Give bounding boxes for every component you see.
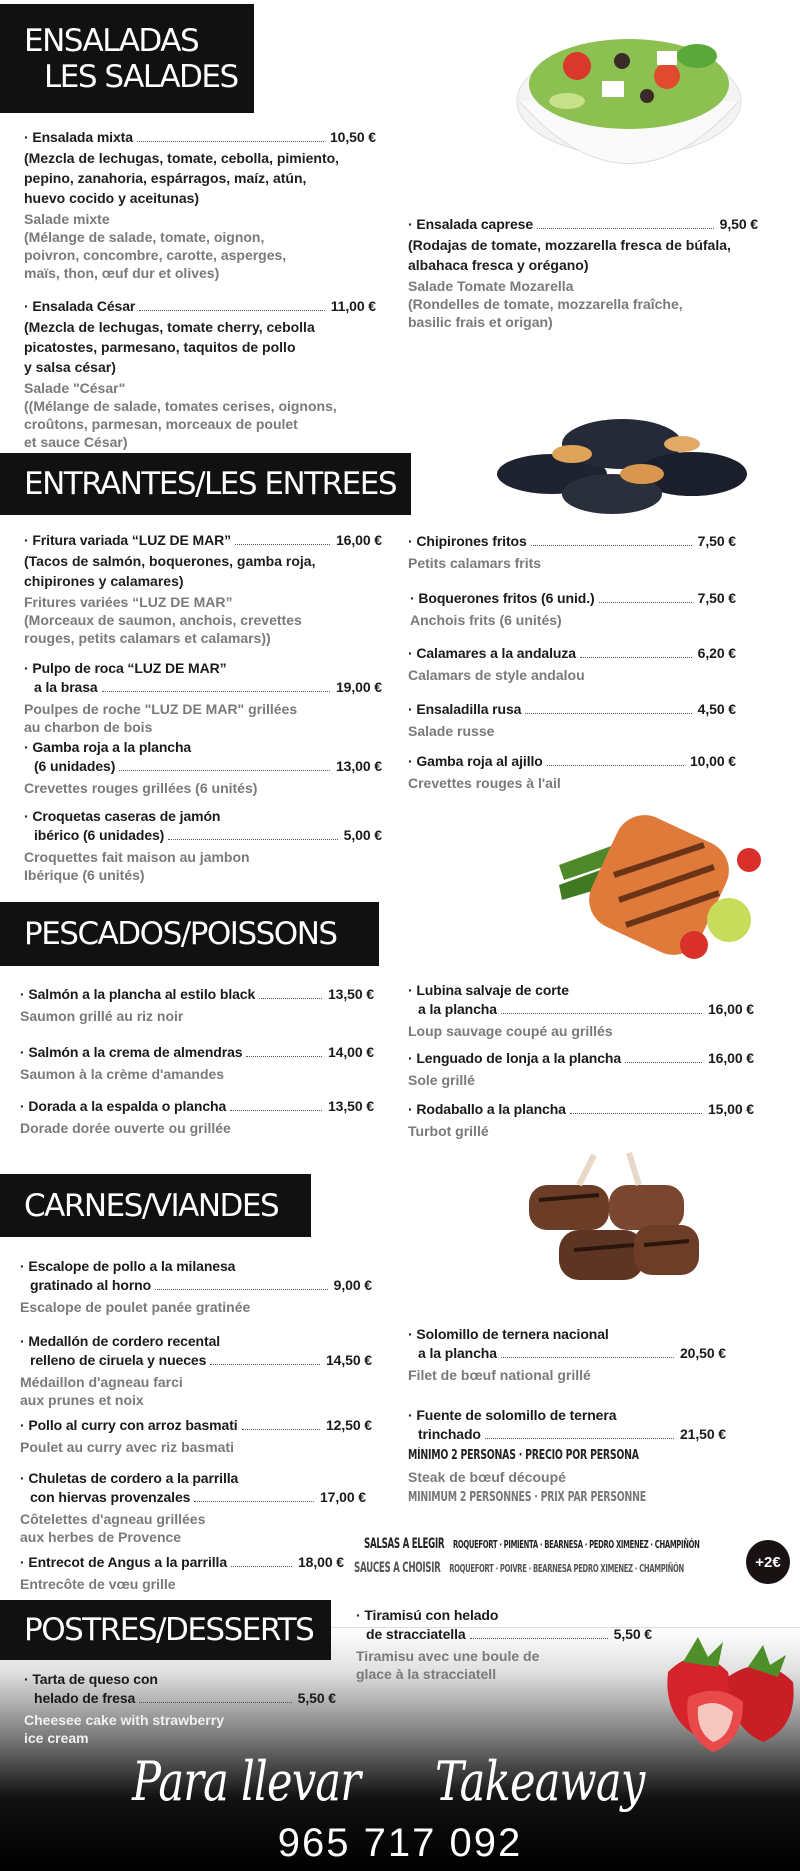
leader-dots bbox=[580, 657, 692, 658]
leader-dots bbox=[139, 1702, 291, 1703]
leader-dots bbox=[155, 1289, 328, 1290]
item-price: 11,00 € bbox=[330, 298, 376, 314]
leader-dots bbox=[470, 1638, 608, 1639]
item-price: 21,50 € bbox=[679, 1426, 726, 1442]
menu-item bbox=[24, 1670, 336, 1747]
item-name: relleno de ciruela y nueces bbox=[30, 1352, 207, 1368]
item-name: · Tiramisú con helado bbox=[356, 1607, 499, 1623]
item-name: · Rodaballo a la plancha bbox=[408, 1101, 566, 1117]
item-name: de stracciatella bbox=[366, 1626, 466, 1642]
item-price: 13,50 € bbox=[327, 986, 374, 1002]
item-name: · Salmón a la plancha al estilo black bbox=[20, 986, 256, 1002]
header-line: ENTRANTES/LES ENTREES bbox=[24, 466, 397, 502]
menu-item bbox=[24, 297, 376, 451]
item-name-fr: Salade mixte bbox=[24, 211, 110, 227]
item-description-es: (Mezcla de lechugas, tomate, cebolla, pimiento, bbox=[24, 150, 340, 166]
leader-dots bbox=[235, 544, 330, 545]
item-name-row bbox=[410, 589, 736, 608]
menu-item bbox=[408, 1049, 754, 1089]
item-price: 14,50 € bbox=[325, 1352, 372, 1368]
item-name: · Dorada a la espalda o plancha bbox=[20, 1098, 227, 1114]
item-name: a la plancha bbox=[418, 1001, 497, 1017]
item-name: · Ensaladilla rusa bbox=[408, 701, 522, 717]
item-note-es: MÍNIMO 2 PERSONAS · PRECIO POR PERSONA bbox=[408, 1448, 639, 1463]
item-description-fr: basilic frais et origan) bbox=[408, 314, 553, 330]
item-note-fr: MINIMUM 2 PERSONNES · PRIX PAR PERSONNE bbox=[408, 1490, 646, 1505]
item-description-fr: (Rondelles de tomate, mozzarella fraîche, bbox=[408, 296, 683, 312]
leader-dots bbox=[246, 1056, 322, 1057]
item-name-fr: Petits calamars frits bbox=[408, 555, 542, 571]
section-header-ensaladas bbox=[0, 4, 254, 113]
item-price: 5,00 € bbox=[343, 827, 382, 843]
item-name-row bbox=[408, 1000, 754, 1019]
item-name: · Chipirones fritos bbox=[408, 533, 527, 549]
item-description-fr: aux prunes et noix bbox=[20, 1392, 144, 1408]
item-name-fr: Tiramisu avec une boule de bbox=[356, 1648, 540, 1664]
menu-item bbox=[20, 1257, 372, 1316]
item-name: helado de fresa bbox=[34, 1690, 136, 1706]
item-name: · Gamba roja al ajillo bbox=[408, 753, 543, 769]
item-name-row bbox=[24, 1689, 336, 1708]
header-line: CARNES/VIANDES bbox=[24, 1187, 279, 1224]
sauces-es bbox=[364, 1536, 700, 1553]
item-price: 5,50 € bbox=[613, 1626, 652, 1642]
item-name-fr: Côtelettes d'agneau grillées bbox=[20, 1511, 206, 1527]
item-description-es: (Rodajas de tomate, mozzarella fresca de búfala, bbox=[408, 237, 731, 253]
menu-item bbox=[408, 215, 758, 331]
item-price: 17,00 € bbox=[319, 1489, 366, 1505]
menu-item bbox=[24, 738, 382, 797]
item-name: gratinado al horno bbox=[30, 1277, 152, 1293]
item-price: 16,00 € bbox=[707, 1001, 754, 1017]
header-line: POSTRES/DESSERTS bbox=[24, 1612, 314, 1648]
item-name-fr: Anchois frits (6 unités) bbox=[410, 612, 562, 628]
item-name-row bbox=[24, 757, 382, 776]
item-name: · Pollo al curry con arroz basmati bbox=[20, 1417, 238, 1433]
sauces-fr-label: SAUCES A CHOISIR bbox=[354, 1560, 441, 1576]
item-name: · Ensalada mixta bbox=[24, 129, 133, 145]
menu-item bbox=[356, 1606, 652, 1683]
menu-item bbox=[408, 1100, 754, 1140]
menu-item bbox=[408, 1325, 726, 1384]
item-name-row bbox=[24, 297, 376, 316]
menu-item bbox=[20, 1332, 372, 1409]
menu-item bbox=[20, 1553, 344, 1593]
item-name-row bbox=[20, 985, 374, 1004]
menu-item bbox=[408, 700, 736, 740]
item-name-row bbox=[20, 1416, 372, 1435]
leader-dots bbox=[168, 839, 337, 840]
leader-dots bbox=[139, 310, 325, 311]
item-price: 6,20 € bbox=[697, 645, 736, 661]
leader-dots bbox=[210, 1364, 320, 1365]
item-name-fr: Sole grillé bbox=[408, 1072, 475, 1088]
item-name-row bbox=[356, 1625, 652, 1644]
leader-dots bbox=[259, 998, 322, 999]
item-name-fr: Crevettes rouges à l'ail bbox=[408, 775, 561, 791]
menu-item bbox=[24, 807, 382, 884]
item-price: 15,00 € bbox=[707, 1101, 754, 1117]
item-price: 13,00 € bbox=[335, 758, 382, 774]
item-name: · Tarta de queso con bbox=[24, 1671, 158, 1687]
item-name-row bbox=[408, 1049, 754, 1068]
item-name-row bbox=[20, 1043, 374, 1062]
item-name: con hiervas provenzales bbox=[30, 1489, 191, 1505]
item-description-es: huevo cocido y aceitunas) bbox=[24, 190, 200, 206]
item-name: a la brasa bbox=[34, 679, 98, 695]
item-name-row bbox=[20, 1276, 372, 1295]
leader-dots bbox=[102, 691, 330, 692]
menu-item bbox=[24, 531, 382, 647]
item-name-row bbox=[408, 1344, 726, 1363]
item-name-row bbox=[24, 128, 376, 147]
leader-dots bbox=[137, 141, 324, 142]
menu-item bbox=[20, 1043, 374, 1083]
item-description-es: y salsa césar) bbox=[24, 359, 116, 375]
menu-item bbox=[24, 659, 382, 736]
section-header-pescados bbox=[0, 902, 379, 966]
item-name-row bbox=[408, 1100, 754, 1119]
item-price: 5,50 € bbox=[297, 1690, 336, 1706]
item-description-fr: ((Mélange de salade, tomates cerises, oignons, bbox=[24, 398, 337, 414]
leader-dots bbox=[119, 770, 330, 771]
item-description-es: pepino, zanahoria, espárragos, maíz, atún, bbox=[24, 170, 307, 186]
menu-item bbox=[20, 985, 374, 1025]
leader-dots bbox=[230, 1110, 322, 1111]
item-price: 7,50 € bbox=[697, 590, 736, 606]
leader-dots bbox=[501, 1013, 702, 1014]
item-name-row bbox=[408, 1425, 726, 1444]
item-name-row bbox=[20, 1351, 372, 1370]
leader-dots bbox=[485, 1438, 674, 1439]
item-name: · Pulpo de roca “LUZ DE MAR” bbox=[24, 660, 227, 676]
leader-dots bbox=[194, 1501, 314, 1502]
surcharge-badge: +2€ bbox=[746, 1540, 790, 1584]
item-name: ibérico (6 unidades) bbox=[34, 827, 165, 843]
menu-item bbox=[20, 1416, 372, 1456]
leader-dots bbox=[531, 545, 692, 546]
item-description-fr: croûtons, parmesan, morceaux de poulet bbox=[24, 416, 298, 432]
item-name-fr: Médaillon d'agneau farci bbox=[20, 1374, 183, 1390]
item-name: · Ensalada caprese bbox=[408, 216, 534, 232]
header-line: LES SALADES bbox=[44, 58, 238, 95]
item-description-fr: ice cream bbox=[24, 1730, 89, 1746]
menu-item bbox=[408, 981, 754, 1040]
item-name: (6 unidades) bbox=[34, 758, 116, 774]
item-description-fr: aux herbes de Provence bbox=[20, 1529, 182, 1545]
item-price: 20,50 € bbox=[679, 1345, 726, 1361]
item-name-row bbox=[408, 644, 736, 663]
item-name-row bbox=[24, 678, 382, 697]
item-price: 16,00 € bbox=[335, 532, 382, 548]
salad-bowl-image bbox=[507, 6, 752, 186]
item-description-fr: et sauce César) bbox=[24, 434, 128, 450]
item-name-fr: Saumon grillé au riz noir bbox=[20, 1008, 184, 1024]
lamb-chops-image bbox=[519, 1145, 704, 1288]
item-name-row bbox=[20, 1553, 344, 1572]
item-name-fr: Salade russe bbox=[408, 723, 495, 739]
item-name: · Chuletas de cordero a la parrilla bbox=[20, 1470, 239, 1486]
leader-dots bbox=[242, 1429, 320, 1430]
menu-item bbox=[408, 644, 736, 684]
item-description-fr: (Mélange de salade, tomate, oignon, bbox=[24, 229, 265, 245]
leader-dots bbox=[231, 1566, 292, 1567]
item-name-fr: Salade Tomate Mozarella bbox=[408, 278, 574, 294]
item-name: · Medallón de cordero recental bbox=[20, 1333, 221, 1349]
item-name: · Solomillo de ternera nacional bbox=[408, 1326, 609, 1342]
item-price: 12,50 € bbox=[325, 1417, 372, 1433]
item-name: · Lenguado de lonja a la plancha bbox=[408, 1050, 622, 1066]
menu-item bbox=[20, 1097, 374, 1137]
leader-dots bbox=[537, 228, 714, 229]
item-price: 16,00 € bbox=[707, 1050, 754, 1066]
item-description-fr: (Morceaux de saumon, anchois, crevettes bbox=[24, 612, 302, 628]
item-name-fr: Poulet au curry avec riz basmati bbox=[20, 1439, 234, 1455]
menu-item bbox=[408, 752, 736, 792]
item-description-es: (Mezcla de lechugas, tomate cherry, cebolla bbox=[24, 319, 315, 335]
item-price: 10,50 € bbox=[329, 129, 376, 145]
item-name: · Croquetas caseras de jamón bbox=[24, 808, 221, 824]
item-name: · Calamares a la andaluza bbox=[408, 645, 576, 661]
item-price: 9,00 € bbox=[333, 1277, 372, 1293]
header-line: ENSALADAS bbox=[24, 22, 199, 59]
item-name: · Gamba roja a la plancha bbox=[24, 739, 192, 755]
item-name-fr: Crevettes rouges grillées (6 unités) bbox=[24, 780, 258, 796]
item-description-fr: au charbon de bois bbox=[24, 719, 153, 735]
item-name: a la plancha bbox=[418, 1345, 497, 1361]
item-name-row bbox=[24, 826, 382, 845]
item-description-es: albahaca fresca y orégano) bbox=[408, 257, 589, 273]
item-name-fr: Entrecôte de vœu grille bbox=[20, 1576, 176, 1592]
strawberries-image bbox=[658, 1627, 798, 1755]
sauces-fr bbox=[354, 1560, 684, 1577]
mussels-image bbox=[492, 384, 750, 526]
item-name-row bbox=[408, 700, 736, 719]
item-price: 13,50 € bbox=[327, 1098, 374, 1114]
item-name-fr: Escalope de poulet panée gratinée bbox=[20, 1299, 251, 1315]
sauces-es-label: SALSAS A ELEGIR bbox=[364, 1536, 445, 1552]
item-name-row bbox=[20, 1097, 374, 1116]
item-name-fr: Dorade dorée ouverte ou grillée bbox=[20, 1120, 231, 1136]
leader-dots bbox=[525, 713, 691, 714]
item-name-fr: Croquettes fait maison au jambon bbox=[24, 849, 250, 865]
item-name-row bbox=[24, 531, 382, 550]
item-description-fr: Ibérique (6 unités) bbox=[24, 867, 145, 883]
item-name-row bbox=[408, 215, 758, 234]
item-name-fr: Salade "César" bbox=[24, 380, 126, 396]
header-line: PESCADOS/POISSONS bbox=[24, 916, 337, 952]
item-description-fr: rouges, petits calamars et calamars)) bbox=[24, 630, 271, 646]
para-llevar-text: Para llevar bbox=[132, 1750, 361, 1813]
item-name: · Salmón a la crema de almendras bbox=[20, 1044, 243, 1060]
leader-dots bbox=[599, 602, 692, 603]
item-name-fr: Cheesee cake with strawberry bbox=[24, 1712, 224, 1728]
item-name-row bbox=[408, 532, 736, 551]
item-name: · Fritura variada “LUZ DE MAR” bbox=[24, 532, 232, 548]
menu-item bbox=[410, 589, 736, 629]
leader-dots bbox=[547, 765, 684, 766]
item-description-fr: poivron, concombre, carotte, asperges, bbox=[24, 247, 287, 263]
item-name-fr: Calamars de style andalou bbox=[408, 667, 585, 683]
item-name-fr: Steak de bœuf découpé bbox=[408, 1469, 566, 1485]
sauces-es-list: ROQUEFORT · PIMIENTA · BEARNESA · PEDRO XIMENEZ · CHAMPIÑÓN bbox=[452, 1538, 700, 1551]
item-name-fr: Saumon à la crème d'amandes bbox=[20, 1066, 225, 1082]
sauces-fr-list: ROQUEFORT · POIVRE · BEARNESA PEDRO XIMENEZ · CHAMPIÑÓN bbox=[449, 1562, 684, 1575]
item-price: 10,00 € bbox=[689, 753, 736, 769]
phone-number[interactable]: 965 717 092 bbox=[277, 1821, 523, 1865]
item-name-fr: Filet de bœuf national grillé bbox=[408, 1367, 591, 1383]
item-price: 19,00 € bbox=[335, 679, 382, 695]
item-name-row bbox=[20, 1488, 366, 1507]
menu-item bbox=[24, 128, 376, 282]
item-price: 4,50 € bbox=[697, 701, 736, 717]
item-description-es: picatostes, parmesano, taquitos de pollo bbox=[24, 339, 296, 355]
menu-item bbox=[20, 1469, 366, 1546]
menu-item bbox=[408, 532, 736, 572]
item-name-fr: Poulpes de roche "LUZ DE MAR" grillées bbox=[24, 701, 298, 717]
section-header-entrantes bbox=[0, 453, 411, 515]
section-header-carnes bbox=[0, 1174, 311, 1237]
item-name-fr: Turbot grillé bbox=[408, 1123, 489, 1139]
item-description-es: chipirones y calamares) bbox=[24, 573, 184, 589]
grilled-salmon-image bbox=[554, 805, 769, 966]
section-header-postres bbox=[0, 1600, 331, 1660]
item-price: 18,00 € bbox=[297, 1554, 344, 1570]
item-name: · Fuente de solomillo de ternera bbox=[408, 1407, 617, 1423]
item-price: 7,50 € bbox=[697, 533, 736, 549]
item-price: 14,00 € bbox=[327, 1044, 374, 1060]
item-name: trinchado bbox=[418, 1426, 481, 1442]
item-description-es: (Tacos de salmón, boquerones, gamba roja, bbox=[24, 553, 316, 569]
leader-dots bbox=[570, 1113, 702, 1114]
item-description-fr: maïs, thon, œuf dur et olives) bbox=[24, 265, 220, 281]
item-price: 9,50 € bbox=[719, 216, 758, 232]
leader-dots bbox=[625, 1062, 702, 1063]
item-name-fr: Fritures variées “LUZ DE MAR” bbox=[24, 594, 233, 610]
leader-dots bbox=[501, 1357, 674, 1358]
item-name: · Boquerones fritos (6 unid.) bbox=[410, 590, 595, 606]
item-description-fr: glace à la stracciatell bbox=[356, 1666, 497, 1682]
item-name: · Escalope de pollo a la milanesa bbox=[20, 1258, 236, 1274]
item-name-fr: Loup sauvage coupé au grillés bbox=[408, 1023, 613, 1039]
menu-item bbox=[408, 1406, 726, 1507]
item-name: · Ensalada César bbox=[24, 298, 136, 314]
takeaway-text: Takeaway bbox=[435, 1750, 645, 1813]
item-name-row bbox=[408, 752, 736, 771]
item-name: · Lubina salvaje de corte bbox=[408, 982, 569, 998]
item-name: · Entrecot de Angus a la parrilla bbox=[20, 1554, 228, 1570]
